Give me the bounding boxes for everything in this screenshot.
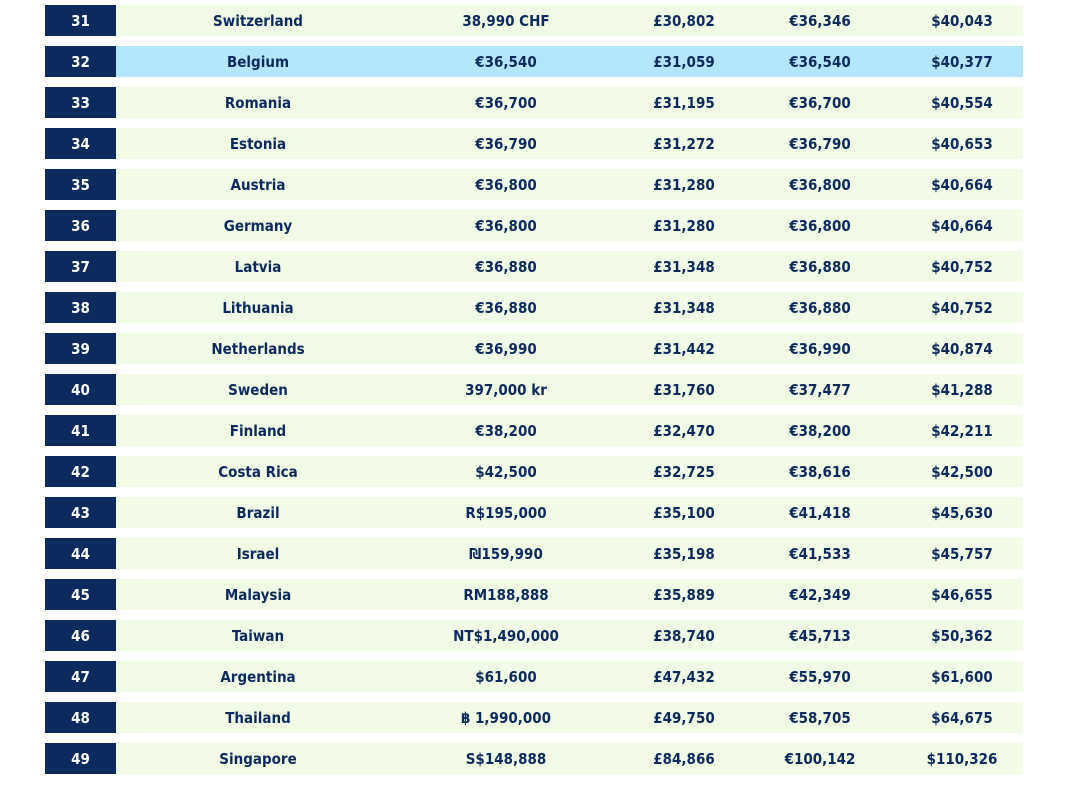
local-price-cell: €36,800 (475, 216, 537, 235)
usd-price-cell: $40,653 (931, 134, 993, 153)
eur-price-cell: €36,700 (789, 93, 851, 112)
gbp-price-cell: £31,348 (653, 257, 715, 276)
gbp-price-cell: £84,866 (653, 749, 715, 768)
local-price-cell: 38,990 CHF (462, 11, 550, 30)
rank-badge: 34 (45, 128, 116, 159)
gbp-price-cell: £31,280 (653, 216, 715, 235)
row-cells (116, 415, 1023, 446)
rank-badge: 48 (45, 702, 116, 733)
country-cell: Israel (236, 544, 280, 563)
row-cells (116, 169, 1023, 200)
eur-price-cell: €38,200 (789, 421, 851, 440)
country-cell: Sweden (228, 380, 288, 399)
usd-price-cell: $40,874 (931, 339, 993, 358)
table-row (45, 415, 1023, 446)
table-row (45, 210, 1023, 241)
table-row (45, 620, 1023, 651)
eur-price-cell: €36,880 (789, 257, 851, 276)
gbp-price-cell: £38,740 (653, 626, 715, 645)
gbp-price-cell: £30,802 (653, 11, 715, 30)
gbp-price-cell: £31,760 (653, 380, 715, 399)
local-price-cell: ₪159,990 (469, 544, 543, 563)
row-cells (116, 661, 1023, 692)
eur-price-cell: €41,418 (789, 503, 851, 522)
table-row (45, 128, 1023, 159)
table-row (45, 46, 1023, 77)
country-cell: Thailand (225, 708, 291, 727)
table-row (45, 87, 1023, 118)
rank-badge: 44 (45, 538, 116, 569)
local-price-cell: €36,880 (475, 257, 537, 276)
eur-price-cell: €45,713 (789, 626, 851, 645)
local-price-cell: NT$1,490,000 (453, 626, 559, 645)
table-row (45, 251, 1023, 282)
table-row (45, 456, 1023, 487)
gbp-price-cell: £31,195 (653, 93, 715, 112)
row-cells (116, 538, 1023, 569)
local-price-cell: 397,000 kr (465, 380, 547, 399)
local-price-cell: $61,600 (475, 667, 537, 686)
row-cells (116, 5, 1023, 36)
eur-price-cell: €36,800 (789, 216, 851, 235)
eur-price-cell: €55,970 (789, 667, 851, 686)
local-price-cell: S$148,888 (465, 749, 547, 768)
country-cell: Romania (224, 93, 292, 112)
gbp-price-cell: £31,059 (653, 52, 715, 71)
usd-price-cell: $50,362 (931, 626, 993, 645)
row-cells (116, 128, 1023, 159)
eur-price-cell: €36,540 (789, 52, 851, 71)
row-cells (116, 87, 1023, 118)
row-cells (116, 702, 1023, 733)
table-row (45, 538, 1023, 569)
local-price-cell: R$195,000 (465, 503, 547, 522)
usd-price-cell: $42,500 (931, 462, 993, 481)
eur-price-cell: €41,533 (789, 544, 851, 563)
gbp-price-cell: £31,442 (653, 339, 715, 358)
usd-price-cell: $42,211 (931, 421, 993, 440)
country-cell: Taiwan (231, 626, 285, 645)
country-cell: Latvia (234, 257, 282, 276)
eur-price-cell: €36,790 (789, 134, 851, 153)
usd-price-cell: $40,377 (931, 52, 993, 71)
table-row (45, 497, 1023, 528)
eur-price-cell: €58,705 (789, 708, 851, 727)
rank-badge: 41 (45, 415, 116, 446)
local-price-cell: €36,540 (475, 52, 537, 71)
row-cells (116, 46, 1023, 77)
rank-badge: 35 (45, 169, 116, 200)
local-price-cell: ฿ 1,990,000 (460, 708, 552, 727)
rank-badge: 38 (45, 292, 116, 323)
table-row (45, 702, 1023, 733)
usd-price-cell: $40,752 (931, 298, 993, 317)
country-cell: Belgium (226, 52, 290, 71)
rank-badge: 49 (45, 743, 116, 774)
row-cells (116, 292, 1023, 323)
gbp-price-cell: £31,280 (653, 175, 715, 194)
country-cell: Estonia (229, 134, 287, 153)
gbp-price-cell: £35,198 (653, 544, 715, 563)
country-cell: Malaysia (224, 585, 292, 604)
local-price-cell: $42,500 (475, 462, 537, 481)
usd-price-cell: $64,675 (931, 708, 993, 727)
country-cell: Lithuania (222, 298, 294, 317)
table-row (45, 579, 1023, 610)
gbp-price-cell: £35,889 (653, 585, 715, 604)
gbp-price-cell: £32,725 (653, 462, 715, 481)
table-row (45, 374, 1023, 405)
country-cell: Germany (223, 216, 293, 235)
local-price-cell: €36,790 (475, 134, 537, 153)
eur-price-cell: €36,346 (789, 11, 851, 30)
table-row (45, 661, 1023, 692)
row-cells (116, 456, 1023, 487)
table-row (45, 5, 1023, 36)
rank-badge: 31 (45, 5, 116, 36)
country-cell: Netherlands (211, 339, 305, 358)
table-row (45, 333, 1023, 364)
rank-badge: 32 (45, 46, 116, 77)
rank-badge: 42 (45, 456, 116, 487)
rank-badge: 37 (45, 251, 116, 282)
local-price-cell: €36,800 (475, 175, 537, 194)
usd-price-cell: $110,326 (926, 749, 998, 768)
country-cell: Switzerland (213, 11, 303, 30)
rank-badge: 39 (45, 333, 116, 364)
price-ranking-table (45, 5, 1023, 784)
rank-badge: 43 (45, 497, 116, 528)
country-cell: Austria (230, 175, 286, 194)
usd-price-cell: $41,288 (931, 380, 993, 399)
country-cell: Brazil (236, 503, 280, 522)
country-cell: Finland (229, 421, 287, 440)
rank-badge: 47 (45, 661, 116, 692)
usd-price-cell: $61,600 (931, 667, 993, 686)
usd-price-cell: $40,664 (931, 216, 993, 235)
usd-price-cell: $40,554 (931, 93, 993, 112)
gbp-price-cell: £47,432 (653, 667, 715, 686)
local-price-cell: €36,990 (475, 339, 537, 358)
rank-badge: 40 (45, 374, 116, 405)
usd-price-cell: $45,630 (931, 503, 993, 522)
local-price-cell: €36,880 (475, 298, 537, 317)
row-cells (116, 743, 1023, 774)
usd-price-cell: $40,664 (931, 175, 993, 194)
eur-price-cell: €100,142 (784, 749, 856, 768)
usd-price-cell: $40,043 (931, 11, 993, 30)
local-price-cell: €38,200 (475, 421, 537, 440)
eur-price-cell: €38,616 (789, 462, 851, 481)
row-cells (116, 333, 1023, 364)
table-row (45, 169, 1023, 200)
table-row (45, 743, 1023, 774)
usd-price-cell: $40,752 (931, 257, 993, 276)
rank-badge: 33 (45, 87, 116, 118)
gbp-price-cell: £31,272 (653, 134, 715, 153)
rank-badge: 45 (45, 579, 116, 610)
row-cells (116, 620, 1023, 651)
usd-price-cell: $45,757 (931, 544, 993, 563)
row-cells (116, 210, 1023, 241)
row-cells (116, 251, 1023, 282)
row-cells (116, 579, 1023, 610)
eur-price-cell: €37,477 (789, 380, 851, 399)
country-cell: Argentina (220, 667, 296, 686)
country-cell: Costa Rica (218, 462, 298, 481)
gbp-price-cell: £49,750 (653, 708, 715, 727)
eur-price-cell: €36,800 (789, 175, 851, 194)
local-price-cell: RM188,888 (463, 585, 549, 604)
eur-price-cell: €36,990 (789, 339, 851, 358)
eur-price-cell: €36,880 (789, 298, 851, 317)
row-cells (116, 497, 1023, 528)
eur-price-cell: €42,349 (789, 585, 851, 604)
local-price-cell: €36,700 (475, 93, 537, 112)
usd-price-cell: $46,655 (931, 585, 993, 604)
country-cell: Singapore (219, 749, 297, 768)
gbp-price-cell: £35,100 (653, 503, 715, 522)
table-row (45, 292, 1023, 323)
rank-badge: 46 (45, 620, 116, 651)
row-cells (116, 374, 1023, 405)
gbp-price-cell: £31,348 (653, 298, 715, 317)
rank-badge: 36 (45, 210, 116, 241)
gbp-price-cell: £32,470 (653, 421, 715, 440)
